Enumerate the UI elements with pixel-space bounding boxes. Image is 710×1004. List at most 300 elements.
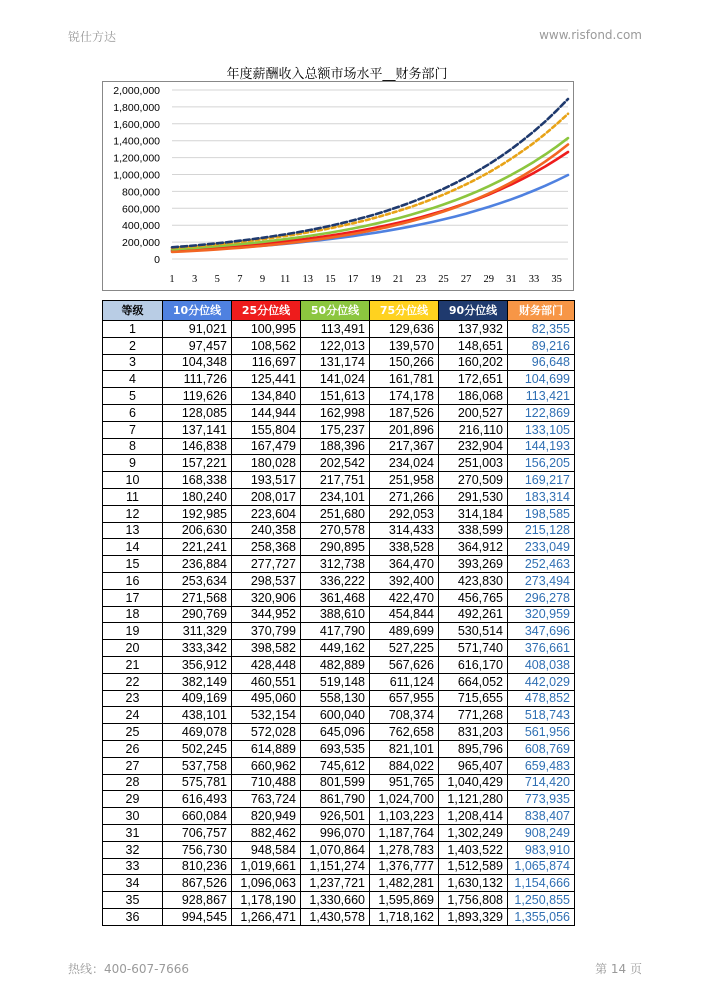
cell-p10: 221,241: [163, 539, 232, 556]
cell-p90: 216,110: [439, 421, 508, 438]
cell-p90: 771,268: [439, 707, 508, 724]
cell-p10: 91,021: [163, 321, 232, 338]
cell-level: 33: [103, 858, 163, 875]
cell-level: 22: [103, 673, 163, 690]
cell-p90: 423,830: [439, 572, 508, 589]
cell-finance-dept: 347,696: [508, 623, 575, 640]
cell-p10: 311,329: [163, 623, 232, 640]
cell-p50: 361,468: [301, 589, 370, 606]
cell-finance-dept: 561,956: [508, 724, 575, 741]
cell-p10: 867,526: [163, 875, 232, 892]
header-p75: 75分位线: [370, 301, 439, 321]
cell-finance-dept: 442,029: [508, 673, 575, 690]
cell-p90: 1,302,249: [439, 824, 508, 841]
cell-p50: 926,501: [301, 808, 370, 825]
cell-level: 14: [103, 539, 163, 556]
cell-p90: 251,003: [439, 455, 508, 472]
cell-p50: 336,222: [301, 572, 370, 589]
cell-level: 4: [103, 371, 163, 388]
cell-level: 1: [103, 321, 163, 338]
cell-level: 32: [103, 841, 163, 858]
cell-p75: 251,958: [370, 472, 439, 489]
table-row: [103, 421, 575, 438]
cell-p90: 200,527: [439, 404, 508, 421]
cell-level: 25: [103, 724, 163, 741]
header-level: 等级: [103, 301, 163, 321]
header-p10: 10分位线: [163, 301, 232, 321]
table-row: [103, 522, 575, 539]
cell-p75: 392,400: [370, 572, 439, 589]
cell-p10: 575,781: [163, 774, 232, 791]
cell-level: 16: [103, 572, 163, 589]
cell-finance-dept: 408,038: [508, 656, 575, 673]
cell-p90: 965,407: [439, 757, 508, 774]
cell-p90: 291,530: [439, 488, 508, 505]
y-tick-label: 400,000: [122, 220, 160, 233]
cell-p75: 1,376,777: [370, 858, 439, 875]
cell-finance-dept: 983,910: [508, 841, 575, 858]
cell-finance-dept: 273,494: [508, 572, 575, 589]
cell-finance-dept: 908,249: [508, 824, 575, 841]
cell-p25: 298,537: [232, 572, 301, 589]
cell-level: 11: [103, 488, 163, 505]
cell-p90: 530,514: [439, 623, 508, 640]
cell-finance-dept: 659,483: [508, 757, 575, 774]
cell-level: 12: [103, 505, 163, 522]
cell-p25: 882,462: [232, 824, 301, 841]
cell-p25: 155,804: [232, 421, 301, 438]
cell-p10: 146,838: [163, 438, 232, 455]
cell-p10: 157,221: [163, 455, 232, 472]
cell-p90: 270,509: [439, 472, 508, 489]
table-row: [103, 858, 575, 875]
hotline: 热线：400-607-7666: [68, 962, 190, 976]
salary-table: [102, 300, 575, 926]
cell-p75: 489,699: [370, 623, 439, 640]
table-row: [103, 472, 575, 489]
cell-finance-dept: 1,250,855: [508, 892, 575, 909]
cell-p75: 139,570: [370, 337, 439, 354]
cell-p25: 398,582: [232, 640, 301, 657]
header-finance-dept: 财务部门: [508, 301, 575, 321]
table-row: [103, 757, 575, 774]
cell-p25: 258,368: [232, 539, 301, 556]
cell-level: 35: [103, 892, 163, 909]
y-tick-label: 1,600,000: [113, 118, 160, 131]
cell-finance-dept: 1,355,056: [508, 908, 575, 925]
x-tick-label: 1: [169, 274, 175, 285]
cell-p10: 180,240: [163, 488, 232, 505]
x-tick-label: 33: [528, 274, 540, 285]
cell-p25: 108,562: [232, 337, 301, 354]
x-tick-label: 31: [506, 274, 517, 285]
cell-level: 30: [103, 808, 163, 825]
cell-p25: 180,028: [232, 455, 301, 472]
cell-p50: 801,599: [301, 774, 370, 791]
cell-level: 36: [103, 908, 163, 925]
cell-finance-dept: 478,852: [508, 690, 575, 707]
cell-level: 29: [103, 791, 163, 808]
cell-level: 8: [103, 438, 163, 455]
cell-finance-dept: 82,355: [508, 321, 575, 338]
cell-p25: 572,028: [232, 724, 301, 741]
cell-p90: 1,893,329: [439, 908, 508, 925]
header-p25: 25分位线: [232, 301, 301, 321]
cell-p75: 1,482,281: [370, 875, 439, 892]
cell-p10: 810,236: [163, 858, 232, 875]
cell-finance-dept: 183,314: [508, 488, 575, 505]
salary-line-chart: [102, 81, 574, 291]
cell-p10: 119,626: [163, 388, 232, 405]
table-row: [103, 791, 575, 808]
cell-level: 10: [103, 472, 163, 489]
header-p90: 90分位线: [439, 301, 508, 321]
cell-p75: 762,658: [370, 724, 439, 741]
cell-p50: 1,070,864: [301, 841, 370, 858]
cell-p50: 645,096: [301, 724, 370, 741]
x-tick-label: 15: [325, 274, 336, 285]
cell-p90: 616,170: [439, 656, 508, 673]
cell-p10: 137,141: [163, 421, 232, 438]
cell-p25: 277,727: [232, 556, 301, 573]
cell-finance-dept: 96,648: [508, 354, 575, 371]
x-tick-label: 13: [302, 274, 314, 285]
cell-p10: 537,758: [163, 757, 232, 774]
cell-p25: 320,906: [232, 589, 301, 606]
cell-p50: 251,680: [301, 505, 370, 522]
cell-p10: 706,757: [163, 824, 232, 841]
y-tick-label: 200,000: [122, 237, 160, 250]
cell-p50: 188,396: [301, 438, 370, 455]
cell-level: 27: [103, 757, 163, 774]
cell-p50: 600,040: [301, 707, 370, 724]
cell-p90: 895,796: [439, 740, 508, 757]
cell-level: 2: [103, 337, 163, 354]
cell-p25: 1,096,063: [232, 875, 301, 892]
cell-p25: 428,448: [232, 656, 301, 673]
cell-finance-dept: 252,463: [508, 556, 575, 573]
cell-p10: 994,545: [163, 908, 232, 925]
cell-p75: 1,187,764: [370, 824, 439, 841]
cell-level: 9: [103, 455, 163, 472]
cell-p50: 388,610: [301, 606, 370, 623]
cell-p10: 168,338: [163, 472, 232, 489]
cell-p50: 202,542: [301, 455, 370, 472]
cell-finance-dept: 198,585: [508, 505, 575, 522]
cell-p25: 116,697: [232, 354, 301, 371]
table-row: [103, 321, 575, 338]
table-row: [103, 589, 575, 606]
cell-p10: 290,769: [163, 606, 232, 623]
x-tick-label: 27: [460, 274, 472, 285]
cell-p75: 129,636: [370, 321, 439, 338]
cell-p25: 370,799: [232, 623, 301, 640]
cell-finance-dept: 518,743: [508, 707, 575, 724]
table-row: [103, 690, 575, 707]
cell-finance-dept: 1,154,666: [508, 875, 575, 892]
table-row: [103, 388, 575, 405]
cell-finance-dept: 215,128: [508, 522, 575, 539]
cell-p75: 234,024: [370, 455, 439, 472]
cell-p50: 151,613: [301, 388, 370, 405]
table-row: [103, 740, 575, 757]
cell-p50: 558,130: [301, 690, 370, 707]
cell-p50: 519,148: [301, 673, 370, 690]
cell-finance-dept: 376,661: [508, 640, 575, 657]
table-row: [103, 808, 575, 825]
cell-p75: 422,470: [370, 589, 439, 606]
cell-p25: 240,358: [232, 522, 301, 539]
cell-level: 23: [103, 690, 163, 707]
cell-p90: 1,040,429: [439, 774, 508, 791]
x-tick-label: 21: [393, 274, 404, 285]
cell-level: 24: [103, 707, 163, 724]
cell-p50: 290,895: [301, 539, 370, 556]
cell-p10: 271,568: [163, 589, 232, 606]
table-row: [103, 673, 575, 690]
table-row: [103, 556, 575, 573]
cell-p75: 454,844: [370, 606, 439, 623]
cell-p90: 664,052: [439, 673, 508, 690]
cell-p90: 715,655: [439, 690, 508, 707]
cell-finance-dept: 296,278: [508, 589, 575, 606]
x-tick-label: 17: [347, 274, 359, 285]
cell-finance-dept: 156,205: [508, 455, 575, 472]
cell-p50: 693,535: [301, 740, 370, 757]
cell-p10: 128,085: [163, 404, 232, 421]
table-header-row: [103, 301, 575, 321]
cell-p75: 217,367: [370, 438, 439, 455]
table-row: [103, 640, 575, 657]
y-tick-label: 0: [154, 254, 160, 266]
cell-p10: 502,245: [163, 740, 232, 757]
x-tick-label: 5: [214, 274, 220, 285]
cell-p50: 162,998: [301, 404, 370, 421]
cell-p90: 456,765: [439, 589, 508, 606]
cell-p25: 125,441: [232, 371, 301, 388]
cell-p25: 614,889: [232, 740, 301, 757]
cell-level: 34: [103, 875, 163, 892]
cell-p10: 111,726: [163, 371, 232, 388]
cell-p25: 167,479: [232, 438, 301, 455]
cell-level: 17: [103, 589, 163, 606]
table-row: [103, 724, 575, 741]
cell-p75: 1,718,162: [370, 908, 439, 925]
cell-p25: 820,949: [232, 808, 301, 825]
x-tick-label: 3: [192, 274, 198, 285]
cell-p50: 234,101: [301, 488, 370, 505]
cell-finance-dept: 144,193: [508, 438, 575, 455]
cell-p25: 344,952: [232, 606, 301, 623]
cell-p10: 192,985: [163, 505, 232, 522]
cell-p25: 1,266,471: [232, 908, 301, 925]
cell-p75: 161,781: [370, 371, 439, 388]
cell-level: 18: [103, 606, 163, 623]
cell-p10: 928,867: [163, 892, 232, 909]
cell-p90: 831,203: [439, 724, 508, 741]
cell-p90: 186,068: [439, 388, 508, 405]
cell-p75: 1,278,783: [370, 841, 439, 858]
cell-level: 21: [103, 656, 163, 673]
cell-p90: 492,261: [439, 606, 508, 623]
cell-p10: 206,630: [163, 522, 232, 539]
cell-p25: 144,944: [232, 404, 301, 421]
cell-p90: 1,208,414: [439, 808, 508, 825]
table-row: [103, 707, 575, 724]
table-row: [103, 656, 575, 673]
cell-p10: 438,101: [163, 707, 232, 724]
table-row: [103, 623, 575, 640]
table-row: [103, 539, 575, 556]
cell-p10: 660,084: [163, 808, 232, 825]
cell-p90: 148,651: [439, 337, 508, 354]
cell-p75: 338,528: [370, 539, 439, 556]
cell-p25: 100,995: [232, 321, 301, 338]
cell-p10: 409,169: [163, 690, 232, 707]
cell-p50: 1,330,660: [301, 892, 370, 909]
cell-p25: 460,551: [232, 673, 301, 690]
cell-p50: 1,430,578: [301, 908, 370, 925]
x-tick-label: 35: [551, 274, 562, 285]
cell-p10: 253,634: [163, 572, 232, 589]
cell-p90: 137,932: [439, 321, 508, 338]
cell-level: 19: [103, 623, 163, 640]
cell-finance-dept: 89,216: [508, 337, 575, 354]
cell-p90: 1,756,808: [439, 892, 508, 909]
cell-finance-dept: 133,105: [508, 421, 575, 438]
cell-p50: 449,162: [301, 640, 370, 657]
cell-p25: 495,060: [232, 690, 301, 707]
cell-p90: 1,121,280: [439, 791, 508, 808]
cell-p10: 97,457: [163, 337, 232, 354]
cell-level: 3: [103, 354, 163, 371]
cell-p75: 292,053: [370, 505, 439, 522]
x-tick-label: 25: [438, 274, 449, 285]
cell-p50: 122,013: [301, 337, 370, 354]
table-row: [103, 337, 575, 354]
cell-p50: 175,237: [301, 421, 370, 438]
cell-finance-dept: 773,935: [508, 791, 575, 808]
cell-p10: 356,912: [163, 656, 232, 673]
cell-level: 26: [103, 740, 163, 757]
y-tick-label: 1,400,000: [113, 135, 160, 148]
cell-p75: 821,101: [370, 740, 439, 757]
cell-p75: 884,022: [370, 757, 439, 774]
cell-level: 28: [103, 774, 163, 791]
y-tick-label: 1,200,000: [113, 152, 160, 165]
table-row: [103, 354, 575, 371]
cell-p75: 611,124: [370, 673, 439, 690]
cell-p90: 393,269: [439, 556, 508, 573]
table-row: [103, 572, 575, 589]
cell-p25: 208,017: [232, 488, 301, 505]
table-row: [103, 438, 575, 455]
cell-p75: 1,103,223: [370, 808, 439, 825]
table-row: [103, 824, 575, 841]
cell-p90: 571,740: [439, 640, 508, 657]
cell-finance-dept: 233,049: [508, 539, 575, 556]
cell-finance-dept: 113,421: [508, 388, 575, 405]
cell-level: 15: [103, 556, 163, 573]
cell-p10: 756,730: [163, 841, 232, 858]
cell-p25: 710,488: [232, 774, 301, 791]
cell-p10: 616,493: [163, 791, 232, 808]
cell-p75: 1,595,869: [370, 892, 439, 909]
cell-p90: 172,651: [439, 371, 508, 388]
cell-p50: 312,738: [301, 556, 370, 573]
cell-level: 7: [103, 421, 163, 438]
cell-p10: 333,342: [163, 640, 232, 657]
chart-title: 年度薪酬收入总额市场水平__财务部门: [226, 67, 448, 82]
table-row: [103, 455, 575, 472]
table-row: [103, 875, 575, 892]
cell-p75: 150,266: [370, 354, 439, 371]
table-row: [103, 908, 575, 925]
cell-finance-dept: 838,407: [508, 808, 575, 825]
table-row: [103, 774, 575, 791]
cell-level: 13: [103, 522, 163, 539]
cell-p90: 232,904: [439, 438, 508, 455]
cell-level: 5: [103, 388, 163, 405]
y-tick-label: 1,000,000: [113, 169, 160, 182]
cell-p90: 1,630,132: [439, 875, 508, 892]
cell-finance-dept: 608,769: [508, 740, 575, 757]
x-tick-label: 7: [237, 274, 243, 285]
cell-p90: 314,184: [439, 505, 508, 522]
cell-p25: 532,154: [232, 707, 301, 724]
cell-p75: 271,266: [370, 488, 439, 505]
cell-p75: 527,225: [370, 640, 439, 657]
x-tick-label: 11: [280, 274, 291, 285]
cell-finance-dept: 320,959: [508, 606, 575, 623]
x-tick-label: 9: [259, 274, 266, 285]
cell-p75: 708,374: [370, 707, 439, 724]
cell-p10: 104,348: [163, 354, 232, 371]
x-tick-label: 19: [370, 274, 381, 285]
cell-finance-dept: 122,869: [508, 404, 575, 421]
cell-p25: 763,724: [232, 791, 301, 808]
cell-p10: 469,078: [163, 724, 232, 741]
cell-p90: 1,403,522: [439, 841, 508, 858]
cell-p50: 482,889: [301, 656, 370, 673]
cell-p25: 1,178,190: [232, 892, 301, 909]
cell-p50: 270,578: [301, 522, 370, 539]
cell-p25: 660,962: [232, 757, 301, 774]
cell-level: 20: [103, 640, 163, 657]
cell-p50: 417,790: [301, 623, 370, 640]
cell-finance-dept: 1,065,874: [508, 858, 575, 875]
cell-p50: 861,790: [301, 791, 370, 808]
cell-level: 31: [103, 824, 163, 841]
y-tick-label: 2,000,000: [113, 85, 160, 97]
cell-finance-dept: 169,217: [508, 472, 575, 489]
page-number: 第 14 页: [595, 962, 642, 976]
cell-finance-dept: 714,420: [508, 774, 575, 791]
cell-finance-dept: 104,699: [508, 371, 575, 388]
brand-name: 锐仕方达: [68, 30, 117, 44]
x-tick-label: 29: [483, 274, 495, 285]
x-tick-label: 23: [415, 274, 427, 285]
cell-p50: 131,174: [301, 354, 370, 371]
cell-p50: 996,070: [301, 824, 370, 841]
cell-p75: 1,024,700: [370, 791, 439, 808]
table-row: [103, 404, 575, 421]
table-row: [103, 505, 575, 522]
cell-p75: 951,765: [370, 774, 439, 791]
cell-p25: 193,517: [232, 472, 301, 489]
cell-p25: 134,840: [232, 388, 301, 405]
cell-p90: 364,912: [439, 539, 508, 556]
